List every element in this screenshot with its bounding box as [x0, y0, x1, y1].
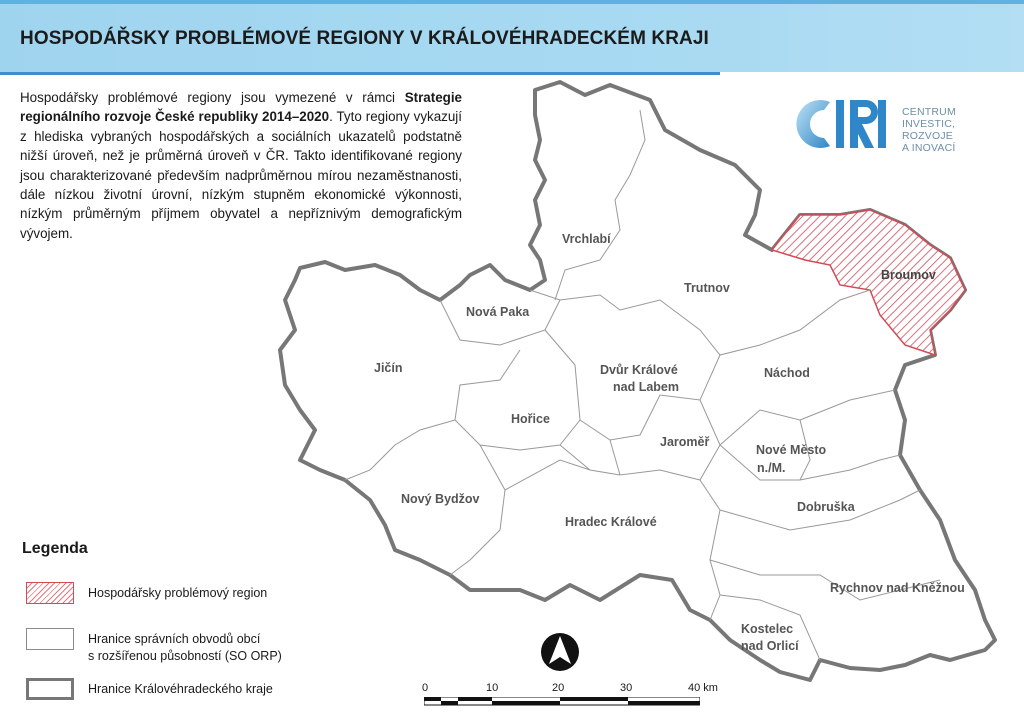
label-dvur-kralove-2: nad Labem: [613, 380, 679, 394]
logo-line-2: INVESTIC, ROZVOJE: [902, 118, 956, 142]
label-dobruska: Dobruška: [797, 500, 855, 514]
scale-tick-40: 40 km: [688, 682, 718, 694]
logo-line-3: A INOVACÍ: [902, 142, 956, 154]
legend-label-orp-1: Hranice správních obvodů obcí: [88, 632, 261, 646]
scale-tick-0: 0: [422, 682, 429, 694]
label-nachod: Náchod: [764, 366, 810, 380]
legend-label-orp-2: s rozšířenou působností (SO ORP): [88, 649, 282, 663]
logo-line-1: CENTRUM: [902, 106, 956, 118]
legend-label-problem: Hospodářsky problémový region: [88, 586, 268, 600]
label-vrchlabi: Vrchlabí: [562, 232, 611, 246]
intro-text-bold: Strategie regionálního rozvoje České republiky 2014–2020: [20, 90, 462, 125]
scale-bar-graphic: [424, 697, 700, 707]
label-kostelec-2: nad Orlicí: [741, 639, 799, 653]
legend-label-orp: [88, 631, 282, 665]
legend-label-kraj: Hranice Královéhradeckého kraje: [88, 682, 273, 696]
label-kostelec: Kostelec: [741, 622, 794, 636]
legend-swatch-kraj: [26, 678, 74, 700]
label-nova-paka: Nová Paka: [466, 305, 530, 319]
legend-item-kraj: [26, 678, 326, 718]
legend-title: Legenda: [22, 540, 88, 557]
label-jaromer: Jaroměř: [660, 435, 710, 449]
scale-tick-20: 20: [552, 682, 565, 694]
scale-tick-10: 10: [486, 682, 499, 694]
intro-text-1: Hospodářsky problémové regiony jsou vymezené v rámci: [20, 90, 405, 105]
label-novy-bydzov: Nový Bydžov: [401, 492, 480, 506]
scale-tick-30: 30: [620, 682, 633, 694]
label-rychnov: Rychnov nad Kněžnou: [830, 581, 965, 595]
label-trutnov: Trutnov: [684, 281, 730, 295]
legend-swatch-hatch: [26, 582, 74, 604]
intro-text-2: . Tyto regiony vykazují z hlediska vybraných hospodářských a sociálních ukazatelů podstatně nižší úroveň, než je průměrná úroveň v ČR. Takto identifikované regiony jsou charakterizované především nadprůměrnou mírou nezaměstnanosti, dále nízkou životní úrovní, nízkým stupněm ekonomické výkonnosti, nízkým průměrným příjmem obyvatel a nepříznivým demografickým vývojem.: [20, 109, 462, 241]
scale-bar: [420, 682, 740, 712]
page-title: HOSPODÁŘSKY PROBLÉMOVÉ REGIONY V KRÁLOVÉHRADECKÉM KRAJI: [20, 28, 709, 49]
label-horice: Hořice: [511, 412, 550, 426]
label-broumov: Broumov: [881, 268, 936, 282]
label-jicin: Jičín: [374, 361, 403, 375]
label-dvur-kralove: Dvůr Králové: [600, 363, 678, 377]
label-hradec-kralove: Hradec Králové: [565, 515, 657, 529]
north-arrow-icon: [541, 633, 579, 671]
label-nove-mesto: Nové Město: [756, 443, 827, 457]
legend-swatch-orp: [26, 628, 74, 650]
legend-item-problem: [26, 582, 326, 622]
legend-item-orp: [26, 628, 326, 668]
label-nove-mesto-2: n./M.: [757, 461, 786, 475]
